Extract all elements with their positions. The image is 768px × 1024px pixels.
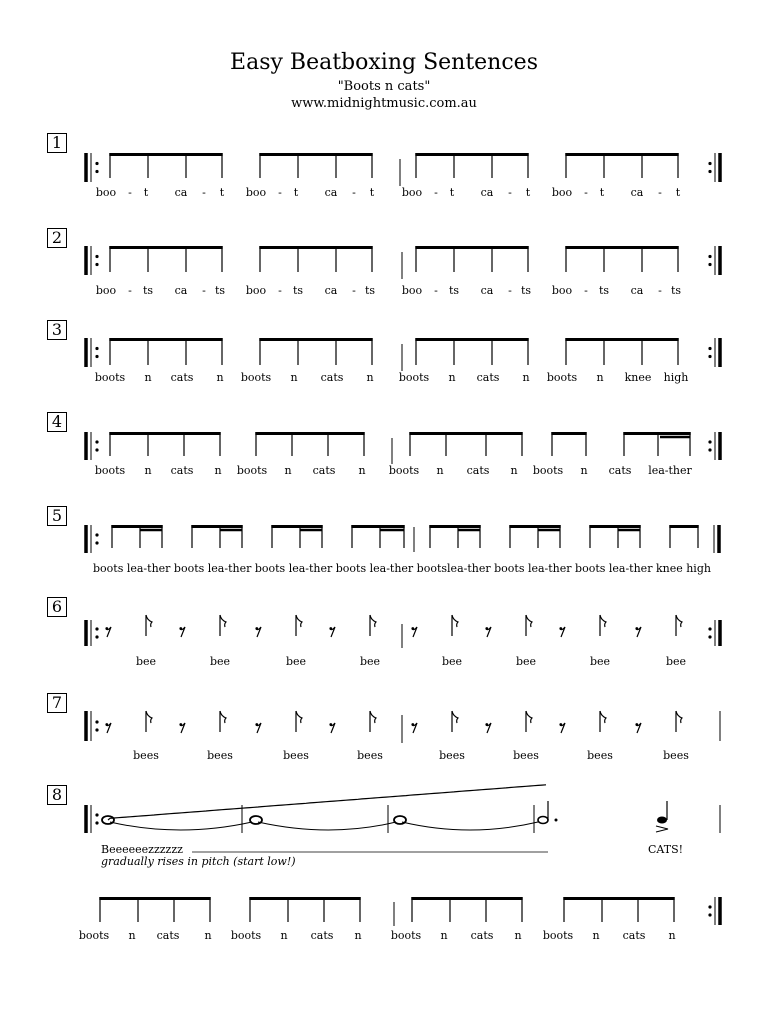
row-4-syllable: n xyxy=(580,464,588,477)
row-3-syllable: boots xyxy=(546,371,578,384)
row-4-syllable: cats xyxy=(170,464,194,477)
row-7-note-flag xyxy=(600,711,606,723)
row-7-rest-dot xyxy=(635,723,638,726)
row-6-syllable: bee xyxy=(665,655,687,668)
row-1-end-repeat-dot xyxy=(708,162,711,165)
row-4-syllable: cats xyxy=(312,464,336,477)
row-final-end-repeat-dot xyxy=(708,905,711,908)
row-4-syllable: n xyxy=(358,464,366,477)
row-8-start-repeat-dot xyxy=(95,821,98,824)
row-6-note-flag xyxy=(600,615,606,627)
row-2-syllable: ts xyxy=(214,284,226,297)
row-1-start-repeat-dot xyxy=(95,162,98,165)
row-3-syllable: knee xyxy=(624,371,652,384)
row-3-syllable: boots xyxy=(398,371,430,384)
row-1-syllable: ca xyxy=(174,186,188,199)
row-6-syllable: bee xyxy=(515,655,537,668)
row-6-note-flag xyxy=(526,615,532,627)
row-6-syllable: bee xyxy=(359,655,381,668)
row-2-syllable: ts xyxy=(520,284,532,297)
row-5-start-repeat-dot xyxy=(95,541,98,544)
row-8-start-repeat-dot xyxy=(95,813,98,816)
row-final-syllable: cats xyxy=(470,929,494,942)
row-3-syllable: n xyxy=(144,371,152,384)
row-7-note-flag xyxy=(296,711,302,723)
row-final-syllable: cats xyxy=(310,929,334,942)
row-2-syllable: - xyxy=(128,284,132,297)
row-1-syllable: t xyxy=(599,186,605,199)
row-7-syllable: bees xyxy=(207,749,233,762)
row-1-syllable: - xyxy=(658,186,662,199)
row-final-syllable: boots xyxy=(390,929,422,942)
exercise-number-8: 8 xyxy=(47,785,67,805)
row-6-end-repeat-dot xyxy=(708,635,711,638)
row-6-note-flag xyxy=(676,615,682,627)
row-7-rest-dot xyxy=(179,723,182,726)
row-6-syllable: bee xyxy=(589,655,611,668)
row-2-syllable: boo xyxy=(245,284,267,297)
row-final-syllable: boots xyxy=(542,929,574,942)
row-2-syllable: boo xyxy=(551,284,573,297)
row-2-syllable: - xyxy=(278,284,282,297)
row-4-syllable: n xyxy=(510,464,518,477)
row-2-syllable: boo xyxy=(95,284,117,297)
row-6-start-repeat-dot xyxy=(95,635,98,638)
row-2-syllable: - xyxy=(352,284,356,297)
row-6-note-flag xyxy=(452,615,458,627)
row-8-accent xyxy=(656,826,668,832)
row-3-end-repeat-dot xyxy=(708,355,711,358)
row-8-quarter-note xyxy=(657,817,667,824)
row-final-syllable: n xyxy=(440,929,448,942)
row-8-tie xyxy=(402,822,538,830)
row-1-syllable: boo xyxy=(551,186,573,199)
exercise-number-5: 5 xyxy=(47,506,67,526)
row-2-syllable: - xyxy=(658,284,662,297)
row-2-syllable: ca xyxy=(324,284,338,297)
row-4-start-repeat-dot xyxy=(95,448,98,451)
row-1-syllable: t xyxy=(449,186,455,199)
row-4-end-repeat-dot xyxy=(708,440,711,443)
row-7-note-flag xyxy=(526,711,532,723)
row-7-rest-dot xyxy=(105,723,108,726)
row-3-end-repeat-dot xyxy=(708,347,711,350)
row-1-end-repeat-dot xyxy=(708,170,711,173)
row-2-start-repeat-dot xyxy=(95,263,98,266)
row-6-rest-dot xyxy=(329,627,332,630)
row-2-syllable: ts xyxy=(364,284,376,297)
row-4-syllable: n xyxy=(284,464,292,477)
row-3-syllable: high xyxy=(663,371,689,384)
row-4-syllable: cats xyxy=(466,464,490,477)
row-7-rest-dot xyxy=(255,723,258,726)
row-3-syllable: n xyxy=(216,371,224,384)
row-8-tie xyxy=(258,822,396,830)
row-1-syllable: t xyxy=(219,186,225,199)
row-1-syllable: - xyxy=(434,186,438,199)
row-2-end-repeat-dot xyxy=(708,255,711,258)
row-8-half-note xyxy=(538,817,548,824)
row-3-syllable: boots xyxy=(94,371,126,384)
row-final-syllable: n xyxy=(354,929,362,942)
row-7-start-repeat-dot xyxy=(95,728,98,731)
row-4-syllable: lea-ther xyxy=(648,464,692,477)
row-7-rest-dot xyxy=(411,723,414,726)
row-5-start-repeat-dot xyxy=(95,533,98,536)
row-final-syllable: boots xyxy=(230,929,262,942)
exercise-number-4: 4 xyxy=(47,412,67,432)
row-4-syllable: cats xyxy=(608,464,632,477)
exercise-number-6: 6 xyxy=(47,597,67,617)
row-4-syllable: n xyxy=(436,464,444,477)
row-7-syllable: bees xyxy=(587,749,613,762)
row-8-dot xyxy=(555,819,558,822)
row-final-syllable: n xyxy=(280,929,288,942)
row-7-syllable: bees xyxy=(283,749,309,762)
row-1-syllable: ca xyxy=(480,186,494,199)
row-6-note-flag xyxy=(370,615,376,627)
row-7-syllable: bees xyxy=(439,749,465,762)
exercise-number-7: 7 xyxy=(47,693,67,713)
row-6-rest-dot xyxy=(255,627,258,630)
exercise-8-direction: gradually rises in pitch (start low!) xyxy=(101,855,296,868)
row-3-syllable: n xyxy=(448,371,456,384)
row-3-syllable: n xyxy=(290,371,298,384)
row-2-syllable: - xyxy=(584,284,588,297)
row-7-syllable: bees xyxy=(513,749,539,762)
row-final-syllable: n xyxy=(514,929,522,942)
row-2-syllable: ca xyxy=(174,284,188,297)
row-2-syllable: - xyxy=(434,284,438,297)
row-6-start-repeat-dot xyxy=(95,627,98,630)
row-1-syllable: - xyxy=(278,186,282,199)
row-7-syllable: bees xyxy=(357,749,383,762)
row-2-syllable: - xyxy=(202,284,206,297)
row-7-note-flag xyxy=(370,711,376,723)
row-1-syllable: - xyxy=(508,186,512,199)
row-final-syllable: boots xyxy=(78,929,110,942)
row-4-syllable: n xyxy=(214,464,222,477)
row-6-end-repeat-dot xyxy=(708,627,711,630)
row-6-note-flag xyxy=(220,615,226,627)
row-6-rest-dot xyxy=(105,627,108,630)
row-final-syllable: cats xyxy=(156,929,180,942)
row-1-syllable: boo xyxy=(245,186,267,199)
row-2-end-repeat-dot xyxy=(708,263,711,266)
row-7-syllable: bees xyxy=(663,749,689,762)
row-6-rest-dot xyxy=(559,627,562,630)
row-4-syllable: boots xyxy=(388,464,420,477)
row-6-note-flag xyxy=(296,615,302,627)
row-1-syllable: t xyxy=(293,186,299,199)
row-3-syllable: n xyxy=(366,371,374,384)
row-3-syllable: cats xyxy=(170,371,194,384)
row-6-syllable: bee xyxy=(285,655,307,668)
row-final-end-repeat-dot xyxy=(708,913,711,916)
row-2-syllable: ts xyxy=(598,284,610,297)
row-1-syllable: t xyxy=(143,186,149,199)
row-4-start-repeat-dot xyxy=(95,440,98,443)
row-final-syllable: n xyxy=(668,929,676,942)
row-7-note-flag xyxy=(676,711,682,723)
row-final-syllable: cats xyxy=(622,929,646,942)
row-1-syllable: boo xyxy=(401,186,423,199)
row-7-note-flag xyxy=(146,711,152,723)
row-6-rest-dot xyxy=(179,627,182,630)
row-2-syllable: ca xyxy=(630,284,644,297)
page-title: Easy Beatboxing Sentences xyxy=(230,50,538,75)
exercise-8-lyric: Beeeeeezzzzzz xyxy=(101,843,183,856)
row-1-syllable: - xyxy=(584,186,588,199)
row-2-syllable: ts xyxy=(292,284,304,297)
row-4-syllable: boots xyxy=(236,464,268,477)
row-8-glissando xyxy=(108,785,546,820)
exercise-number-2: 2 xyxy=(47,228,67,248)
row-6-rest-dot xyxy=(635,627,638,630)
row-3-start-repeat-dot xyxy=(95,355,98,358)
page-subtitle: "Boots n cats" xyxy=(337,79,431,94)
exercise-number-3: 3 xyxy=(47,320,67,340)
row-2-syllable: ca xyxy=(480,284,494,297)
exercise-8-ending: CATS! xyxy=(648,843,684,856)
row-final-syllable: n xyxy=(204,929,212,942)
row-3-syllable: boots xyxy=(240,371,272,384)
row-6-rest-dot xyxy=(485,627,488,630)
row-1-syllable: ca xyxy=(630,186,644,199)
row-7-syllable: bees xyxy=(133,749,159,762)
row-1-syllable: t xyxy=(369,186,375,199)
row-1-syllable: boo xyxy=(95,186,117,199)
row-7-rest-dot xyxy=(329,723,332,726)
row-3-syllable: cats xyxy=(320,371,344,384)
row-2-syllable: boo xyxy=(401,284,423,297)
exercise-number-1: 1 xyxy=(47,133,67,153)
website-url: www.midnightmusic.com.au xyxy=(291,96,477,111)
row-6-rest-dot xyxy=(411,627,414,630)
row-7-rest-dot xyxy=(485,723,488,726)
row-4-syllable: boots xyxy=(532,464,564,477)
row-1-syllable: ca xyxy=(324,186,338,199)
row-1-syllable: - xyxy=(202,186,206,199)
row-7-note-flag xyxy=(452,711,458,723)
row-3-start-repeat-dot xyxy=(95,347,98,350)
row-6-note-flag xyxy=(146,615,152,627)
row-2-start-repeat-dot xyxy=(95,255,98,258)
row-7-note-flag xyxy=(220,711,226,723)
exercise-5-lyrics: boots lea-ther boots lea-ther boots lea-ther boots lea-ther bootslea-ther boots lea-ther boots lea-ther knee high xyxy=(93,562,711,575)
row-6-syllable: bee xyxy=(441,655,463,668)
row-1-syllable: t xyxy=(675,186,681,199)
row-4-syllable: n xyxy=(144,464,152,477)
row-1-syllable: t xyxy=(525,186,531,199)
row-8-tie xyxy=(110,822,252,830)
row-final-syllable: n xyxy=(128,929,136,942)
row-3-syllable: n xyxy=(596,371,604,384)
row-final-syllable: n xyxy=(592,929,600,942)
row-1-syllable: - xyxy=(352,186,356,199)
row-2-syllable: ts xyxy=(670,284,682,297)
row-4-end-repeat-dot xyxy=(708,448,711,451)
row-2-syllable: - xyxy=(508,284,512,297)
row-6-syllable: bee xyxy=(135,655,157,668)
row-6-syllable: bee xyxy=(209,655,231,668)
row-1-syllable: - xyxy=(128,186,132,199)
row-3-syllable: n xyxy=(522,371,530,384)
row-4-syllable: boots xyxy=(94,464,126,477)
row-1-start-repeat-dot xyxy=(95,170,98,173)
row-7-rest-dot xyxy=(559,723,562,726)
row-7-start-repeat-dot xyxy=(95,720,98,723)
row-2-syllable: ts xyxy=(142,284,154,297)
row-3-syllable: cats xyxy=(476,371,500,384)
row-2-syllable: ts xyxy=(448,284,460,297)
